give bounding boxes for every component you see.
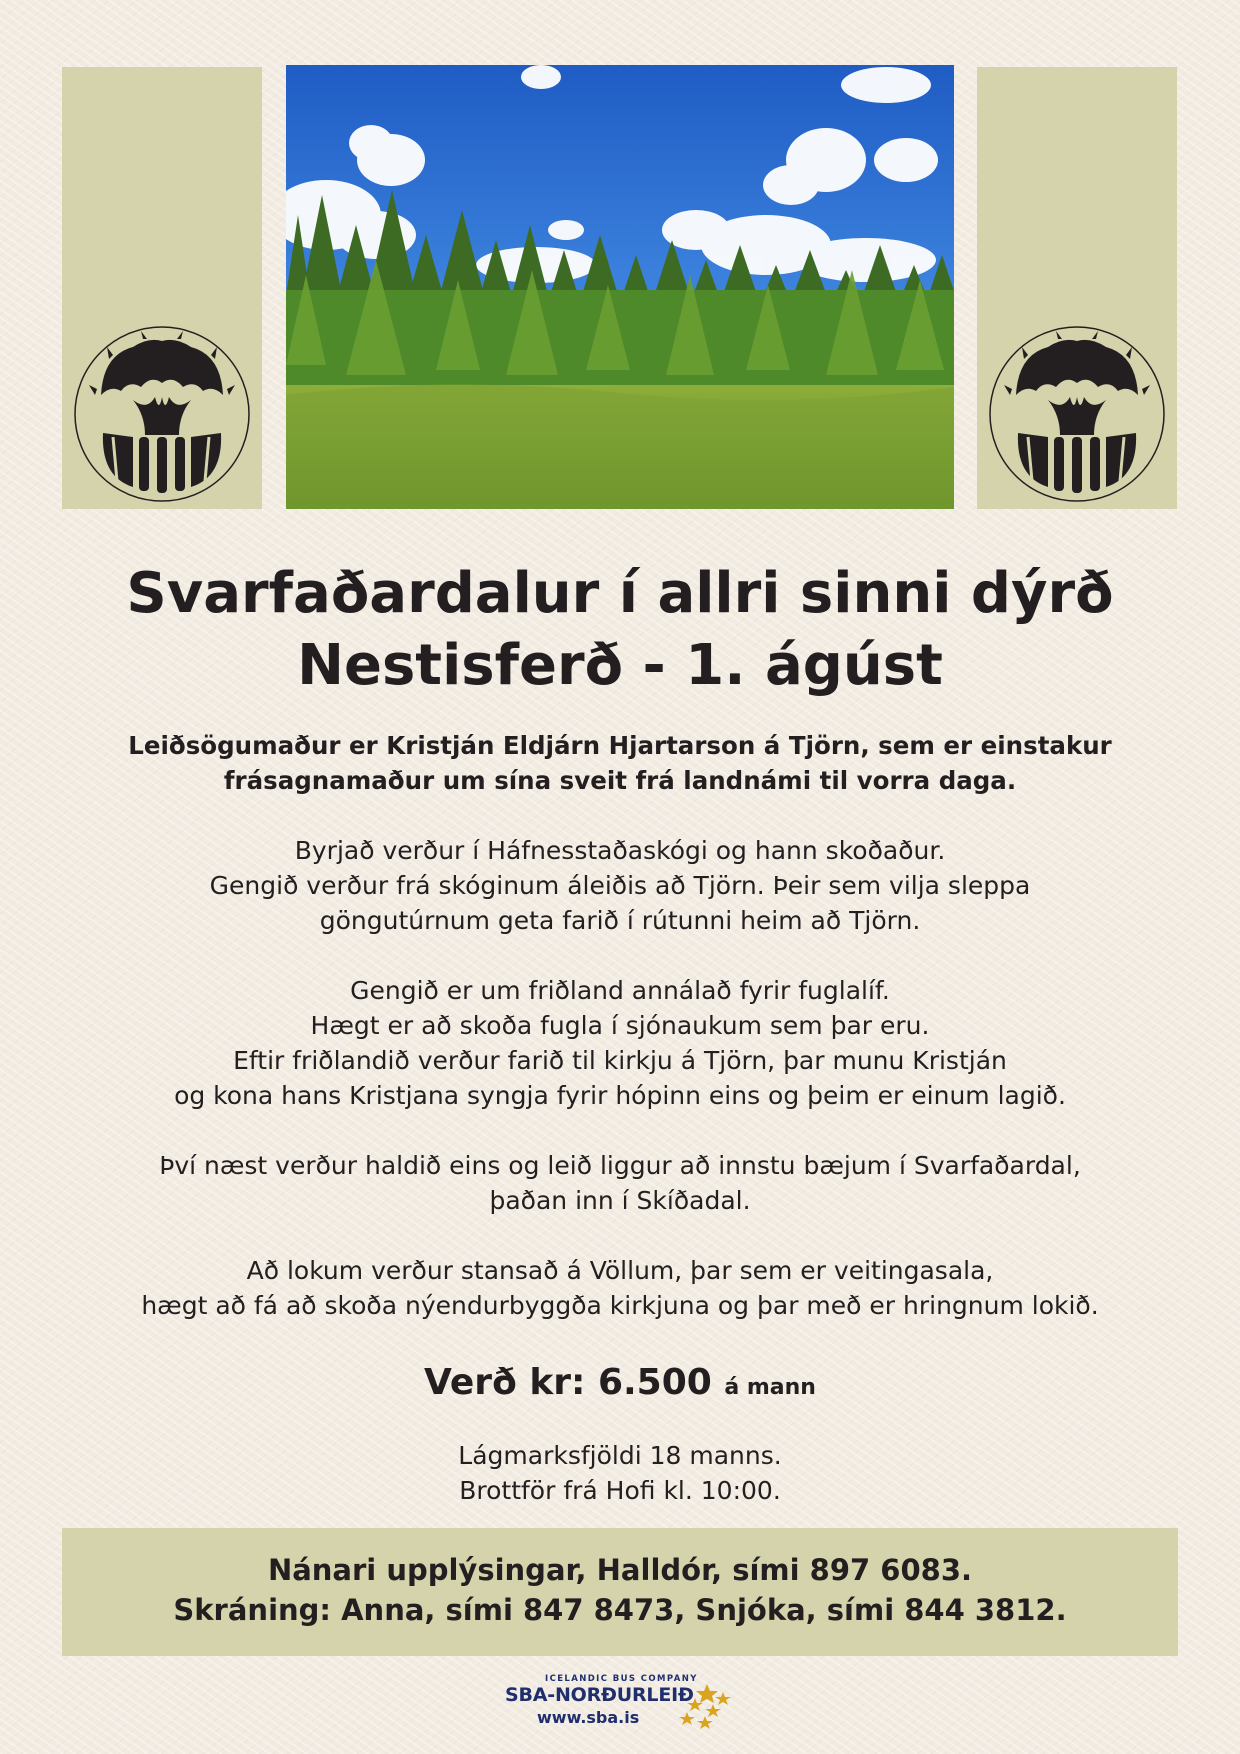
paragraph-line: Gengið verður frá skóginum áleiðis að Tjörn. Þeir sem vilja sleppa	[209, 871, 1031, 900]
intro-line-1: Leiðsögumaður er Kristján Eldjárn Hjartarson á Tjörn, sem er einstakur	[128, 731, 1112, 760]
tree-emblem-icon	[988, 325, 1166, 503]
bus-stars-icon	[677, 1682, 737, 1734]
paragraph-line: þaðan inn í Skíðadal.	[489, 1186, 751, 1215]
registration-line: Skráning: Anna, sími 847 8473, Snjóka, sími 844 3812.	[173, 1593, 1067, 1627]
forest-photo	[286, 65, 954, 509]
tree-emblem-icon	[73, 325, 251, 503]
min-participants: Lágmarksfjöldi 18 manns.	[458, 1441, 782, 1470]
paragraph-end	[0, 1253, 1240, 1323]
paragraph-line: Hægt er að skoða fugla í sjónaukum sem þar eru.	[310, 1011, 930, 1040]
paragraph-line: hægt að fá að skoða nýendurbyggða kirkjuna og þar með er hringnum lokið.	[141, 1291, 1099, 1320]
price-unit: á mann	[724, 1375, 816, 1400]
departure-time: Brottför frá Hofi kl. 10:00.	[459, 1476, 781, 1505]
price	[0, 1358, 1240, 1413]
guide-intro	[0, 728, 1240, 798]
title-line-2: Nestisferð - 1. ágúst	[297, 633, 943, 698]
right-decor-panel	[977, 67, 1177, 509]
trip-details	[0, 1438, 1240, 1508]
paragraph-line: Að lokum verður stansað á Völlum, þar sem er veitingasala,	[246, 1256, 994, 1285]
logo-url[interactable]: www.sba.is	[537, 1708, 640, 1727]
paragraph-line: og kona hans Kristjana syngja fyrir hópinn eins og þeim er einum lagið.	[174, 1081, 1066, 1110]
paragraph-route	[0, 1148, 1240, 1218]
paragraph-line: Gengið er um friðland annálað fyrir fuglalíf.	[350, 976, 890, 1005]
page-title	[0, 558, 1240, 702]
contact-info-line: Nánari upplýsingar, Halldór, sími 897 6083.	[267, 1553, 973, 1587]
paragraph-reserve	[0, 973, 1240, 1113]
paragraph-start	[0, 833, 1240, 938]
paragraph-line: Eftir friðlandið verður farið til kirkju á Tjörn, þar munu Kristján	[233, 1046, 1007, 1075]
paragraph-line: göngutúrnum geta farið í rútunni heim að Tjörn.	[319, 906, 921, 935]
logo-tagline: ICELANDIC BUS COMPANY	[545, 1674, 698, 1684]
contact-box	[62, 1528, 1178, 1656]
price-label: Verð kr: 6.500	[424, 1362, 712, 1403]
sba-logo[interactable]	[505, 1670, 735, 1736]
paragraph-line: Því næst verður haldið eins og leið liggur að innstu bæjum í Svarfaðardal,	[159, 1151, 1081, 1180]
intro-line-2: frásagnamaður um sína sveit frá landnámi til vorra daga.	[223, 766, 1017, 795]
left-decor-panel	[62, 67, 262, 509]
logo-name: SBA-NORÐURLEIÐ	[505, 1684, 694, 1706]
title-line-1: Svarfaðardalur í allri sinni dýrð	[126, 561, 1114, 626]
paragraph-line: Byrjað verður í Háfnesstaðaskógi og hann skoðaður.	[294, 836, 946, 865]
